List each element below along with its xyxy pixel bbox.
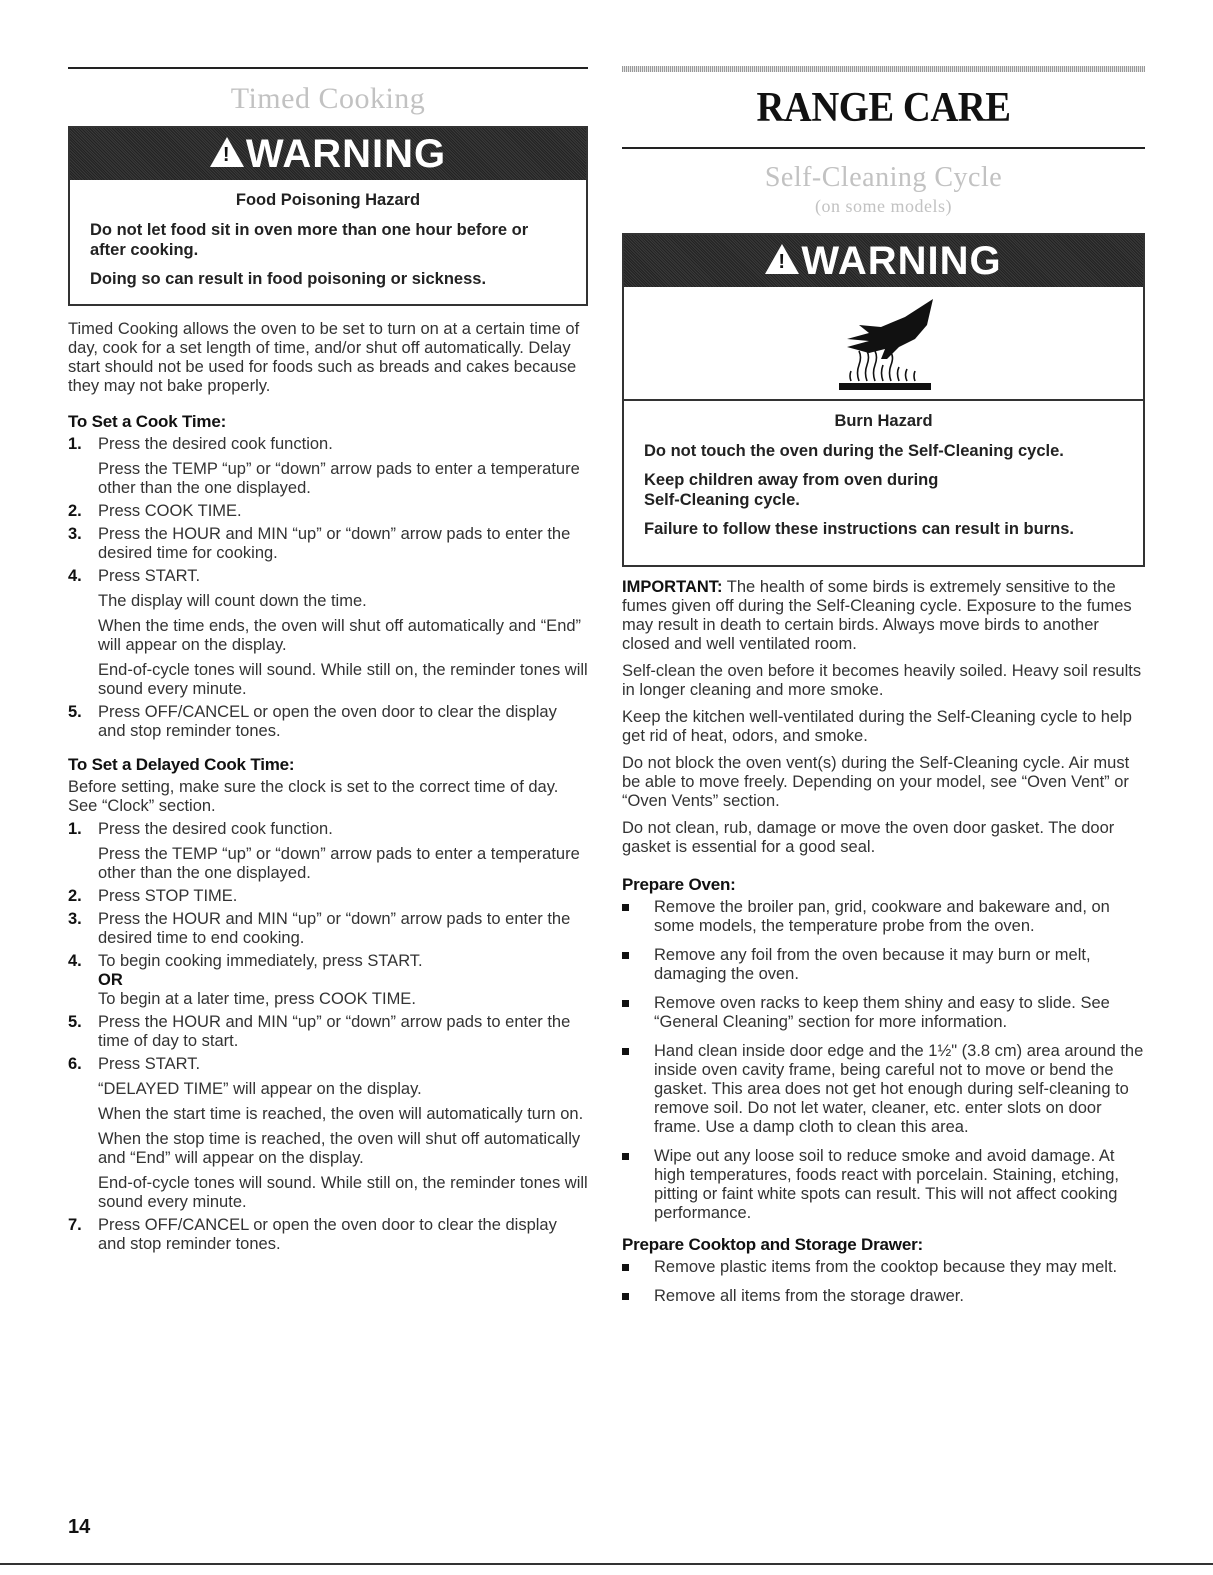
step-detail: Press the TEMP “up” or “down” arrow pads to enter a temperature other than the one displayed. <box>98 460 580 497</box>
step-number: 7. <box>68 1216 82 1234</box>
step-detail: “DELAYED TIME” will appear on the display. <box>98 1080 422 1098</box>
bullet-item <box>622 1258 1145 1277</box>
page-number: 14 <box>68 1516 91 1538</box>
prepare-cooktop-list <box>622 1258 1145 1306</box>
bullet-square-icon <box>622 952 629 959</box>
important-paragraph <box>622 578 1145 654</box>
warning-header <box>70 128 586 180</box>
step-item <box>68 525 588 563</box>
prepare-oven-list <box>622 898 1145 1223</box>
step-item <box>68 1055 588 1212</box>
step-detail: When the time ends, the oven will shut off automatically and “End” will appear on the display. <box>98 617 582 654</box>
important-text: The health of some birds is extremely sensitive to the fumes given off during the Self-Cleaning cycle. Exposure to the fumes may result in death to certain birds. Always move birds to another closed and well ventilated room. <box>622 578 1132 653</box>
step-number: 2. <box>68 502 82 520</box>
step-number: 6. <box>68 1055 82 1073</box>
bullet-text: Remove oven racks to keep them shiny and easy to slide. See “General Cleaning” section for more information. <box>654 994 1110 1031</box>
delayed-intro: Before setting, make sure the clock is set to the correct time of day. See “Clock” section. <box>68 778 559 815</box>
step-detail: When the stop time is reached, the oven will shut off automatically and “End” will appear on the display. <box>98 1130 581 1167</box>
paragraph: Self-clean the oven before it becomes heavily soiled. Heavy soil results in longer cleaning and more smoke. <box>622 662 1142 699</box>
paragraph: Keep the kitchen well-ventilated during the Self-Cleaning cycle to help get rid of heat, odors, and smoke. <box>622 708 1132 745</box>
step-text: Press START. <box>98 567 201 585</box>
bullet-text: Hand clean inside door edge and the 1½" (3.8 cm) area around the inside oven cavity frame, being careful not to move or bend the gasket. This area does not get hot enough during self-cleaning to remove soil. Do not let water, cleaner, etc. enter slots on door frame. Use a damp cloth to clean this area. <box>654 1042 1144 1136</box>
step-detail: End-of-cycle tones will sound. While still on, the reminder tones will sound every minute. <box>98 1174 588 1211</box>
bullet-square-icon <box>622 1000 629 1007</box>
warning-box-burn-hazard <box>622 233 1145 567</box>
step-text: Press the HOUR and MIN “up” or “down” arrow pads to enter the desired time for cooking. <box>98 525 571 562</box>
step-text: Press the HOUR and MIN “up” or “down” arrow pads to enter the time of day to start. <box>98 1013 571 1050</box>
warning-line: Keep children away from oven during Self-Cleaning cycle. <box>644 471 939 509</box>
bullet-text: Remove plastic items from the cooktop because they may melt. <box>654 1258 1118 1276</box>
bullet-item <box>622 1042 1145 1137</box>
heading-prepare-oven: Prepare Oven: <box>622 875 736 894</box>
step-number: 1. <box>68 435 82 453</box>
heading-prepare-cooktop: Prepare Cooktop and Storage Drawer: <box>622 1235 923 1254</box>
step-detail: End-of-cycle tones will sound. While still on, the reminder tones will sound every minute. <box>98 661 588 698</box>
bullet-square-icon <box>622 1153 629 1160</box>
warning-line: Do not let food sit in oven more than one hour before or after cooking. <box>90 221 529 259</box>
step-number: 3. <box>68 525 82 543</box>
step-text: Press START. <box>98 1055 201 1073</box>
warning-box-food-poisoning <box>68 126 588 306</box>
heading-cook-time: To Set a Cook Time: <box>68 412 227 431</box>
step-detail: When the start time is reached, the oven will automatically turn on. <box>98 1105 584 1123</box>
top-rule <box>68 67 588 69</box>
step-item <box>68 910 588 948</box>
warning-label: WARNING <box>801 238 1002 283</box>
paragraph: Do not clean, rub, damage or move the oven door gasket. The door gasket is essential for a good seal. <box>622 819 1115 856</box>
step-item <box>68 952 588 1009</box>
hazard-title: Burn Hazard <box>834 412 933 430</box>
step-or: OR <box>98 971 123 989</box>
warning-body <box>70 180 586 308</box>
section-title-self-cleaning: Self-Cleaning Cycle <box>764 162 1003 193</box>
heading-delayed-cook-time: To Set a Delayed Cook Time: <box>68 755 295 774</box>
step-detail: Press the TEMP “up” or “down” arrow pads to enter a temperature other than the one displayed. <box>98 845 580 882</box>
step-number: 4. <box>68 567 82 585</box>
warning-body <box>624 401 1143 558</box>
cook-time-steps <box>68 435 588 741</box>
step-item <box>68 887 588 906</box>
step-item <box>68 820 588 883</box>
step-number: 3. <box>68 910 82 928</box>
step-number: 4. <box>68 952 82 970</box>
bullet-item <box>622 1147 1145 1223</box>
step-text: Press the desired cook function. <box>98 820 333 838</box>
step-text: Press OFF/CANCEL or open the oven door to clear the display and stop reminder tones. <box>98 703 557 740</box>
intro-paragraph: Timed Cooking allows the oven to be set to turn on at a certain time of day, cook for a set length of time, and/or shut off automatically. Delay start should not be used for foods such as breads and cakes because they may not bake properly. <box>68 320 580 395</box>
paragraph: Do not block the oven vent(s) during the Self-Cleaning cycle. Air must be able to move freely. Depending on your model, see “Oven Vent” or “Oven Vents” section. <box>622 754 1130 810</box>
section-subtitle: (on some models) <box>815 196 952 216</box>
step-text: Press COOK TIME. <box>98 502 242 520</box>
step-text: Press STOP TIME. <box>98 887 238 905</box>
warning-triangle-icon <box>765 244 799 274</box>
delayed-cook-time-steps <box>68 820 588 1254</box>
bullet-item <box>622 946 1145 984</box>
header-rule <box>622 147 1145 149</box>
warning-header <box>624 235 1143 287</box>
page-header-range-care: RANGE CARE <box>756 85 1011 131</box>
step-detail: The display will count down the time. <box>98 592 367 610</box>
step-number: 2. <box>68 887 82 905</box>
bullet-text: Remove any foil from the oven because it may burn or melt, damaging the oven. <box>654 946 1091 983</box>
warning-line: Do not touch the oven during the Self-Cleaning cycle. <box>644 442 1064 460</box>
self-cleaning-content <box>622 578 1145 1316</box>
bullet-text: Remove all items from the storage drawer. <box>654 1287 964 1305</box>
hot-surface-hand-icon <box>829 295 939 391</box>
step-text: Press the HOUR and MIN “up” or “down” arrow pads to enter the desired time to end cooking. <box>98 910 571 947</box>
top-dither-bar <box>622 66 1145 72</box>
timed-cooking-content <box>68 320 588 1258</box>
bottom-rule <box>0 1563 1213 1565</box>
step-item <box>68 1216 588 1254</box>
step-number: 1. <box>68 820 82 838</box>
step-number: 5. <box>68 703 82 721</box>
bullet-text: Wipe out any loose soil to reduce smoke and avoid damage. At high temperatures, foods react with porcelain. Staining, etching, pitting or faint white spots can result. This will not affect cooking performance. <box>654 1147 1120 1222</box>
step-item <box>68 502 588 521</box>
warning-triangle-icon <box>210 137 244 167</box>
step-text: Press the desired cook function. <box>98 435 333 453</box>
step-text: To begin at a later time, press COOK TIME. <box>98 990 416 1008</box>
bullet-square-icon <box>622 1048 629 1055</box>
step-number: 5. <box>68 1013 82 1031</box>
bullet-item <box>622 898 1145 936</box>
step-item <box>68 1013 588 1051</box>
bullet-square-icon <box>622 1293 629 1300</box>
bullet-item <box>622 994 1145 1032</box>
bullet-square-icon <box>622 904 629 911</box>
warning-line: Failure to follow these instructions can result in burns. <box>644 520 1074 538</box>
step-item <box>68 435 588 498</box>
bullet-text: Remove the broiler pan, grid, cookware and bakeware and, on some models, the temperature probe from the oven. <box>654 898 1110 935</box>
step-text: To begin cooking immediately, press START. <box>98 952 423 970</box>
hot-surface-icon-area <box>624 287 1143 399</box>
important-label: IMPORTANT: <box>622 578 723 596</box>
hazard-title: Food Poisoning Hazard <box>235 191 421 209</box>
warning-label: WARNING <box>245 131 447 176</box>
section-title-timed-cooking: Timed Cooking <box>230 82 426 115</box>
step-item <box>68 703 588 741</box>
warning-line: Doing so can result in food poisoning or sickness. <box>90 270 487 288</box>
step-item <box>68 567 588 699</box>
bullet-square-icon <box>622 1264 629 1271</box>
bullet-item <box>622 1287 1145 1306</box>
step-text: Press OFF/CANCEL or open the oven door to clear the display and stop reminder tones. <box>98 1216 557 1253</box>
